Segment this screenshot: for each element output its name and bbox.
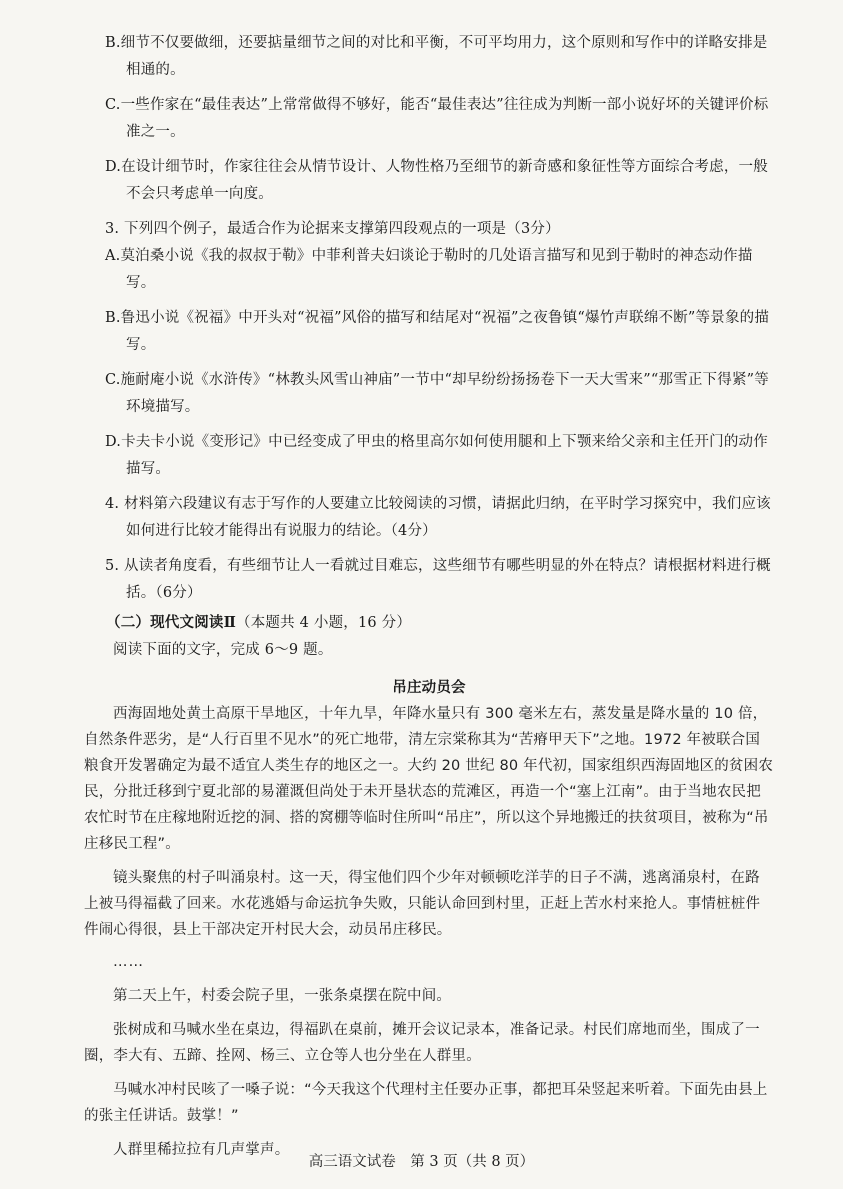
option-c <box>84 92 774 146</box>
q3-option-c <box>84 367 774 421</box>
article-title: 吊庄动员会 <box>392 679 466 696</box>
option-text: 施耐庵小说《水浒传》“林教头风雪山神庙”一节中“却早纷纷扬扬卷下一天大雪来”“那雪正下得紧”等环境描写。 <box>120 372 769 415</box>
article-paragraph: 镜头聚焦的村子叫涌泉村。这一天，得宝他们四个少年对顿顿吃洋芋的日子不满，逃离涌泉村，在路上被马得福截了回来。水花逃婚与命运抗争失败，只能认命回到村里，正赶上苦水村来抢人。事情桩桩件件闹心得很，县上干部决定开村民大会，动员吊庄移民。 <box>84 870 761 938</box>
option-text: 卡夫卡小说《变形记》中已经变成了甲虫的格里高尔如何使用腿和上下颚来给父亲和主任开门的动作描写。 <box>121 434 768 477</box>
section-title: （二）现代文阅读Ⅱ <box>106 614 237 631</box>
question-5: 5. 从读者角度看，有些细节让人一看就过目难忘，这些细节有哪些明显的外在特点？请根据材料进行概括。（6分） <box>105 558 771 601</box>
article-ellipsis: …… <box>113 954 144 970</box>
article-paragraph: 第二天上午，村委会院子里，一张条桌摆在院中间。 <box>113 988 452 1004</box>
option-b <box>84 30 774 84</box>
option-text: 鲁迅小说《祝福》中开头对“祝福”风俗的描写和结尾对“祝福”之夜鲁镇“爆竹声联绵不断”等景象的描写。 <box>120 310 770 353</box>
question-4: 4. 材料第六段建议有志于写作的人要建立比较阅读的习惯，请据此归纳，在平时学习探究中，我们应该如何进行比较才能得出有说服力的结论。（4分） <box>105 496 771 539</box>
q3-option-d <box>84 429 774 483</box>
section-meta: （本题共 4 小题，16 分） <box>236 615 412 631</box>
article-paragraph: 人群里稀拉拉有几声掌声。 <box>113 1142 290 1158</box>
article-body <box>84 701 774 1163</box>
option-label: D. <box>105 159 122 175</box>
article-paragraph: 张树成和马喊水坐在桌边，得福趴在桌前，摊开会议记录本，准备记录。村民们席地而坐，围成了一圈，李大有、五蹄、拴网、杨三、立仓等人也分坐在人群里。 <box>84 1022 760 1064</box>
page-footer: 高三语文试卷 第 3 页（共 8 页） <box>308 1154 535 1170</box>
article-paragraph: 西海固地处黄土高原干旱地区，十年九旱，年降水量只有 300 毫米左右，蒸发量是降水量的 10 倍，自然条件恶劣，是“人行百里不见水”的死亡地带，清左宗棠称其为“苦瘠甲天下”之地。1972 年被联合国粮食开发署确定为最不适宜人类生存的地区之一。大约 20 世纪 80 年代初，国家组织西海固地区的贫困农民，分批迁移到宁夏北部的易灌溉但尚处于未开垦状态的荒滩区，再造一个“塞上江南”。由于当地农民把农忙时节在庄稼地附近挖的洞、搭的窝棚等临时住所叫“吊庄”，所以这个异地搬迁的扶贫项目，被称为“吊庄移民工程”。 <box>84 706 774 852</box>
option-text: 一些作家在“最佳表达”上常常做得不够好，能否“最佳表达”往往成为判断一部小说好坏的关键评价标准之一。 <box>120 97 769 140</box>
section-instruction: 阅读下面的文字，完成 6～9 题。 <box>113 642 333 658</box>
option-text: 在设计细节时，作家往往会从情节设计、人物性格乃至细节的新奇感和象征性等方面综合考虑，一般不会只考虑单一向度。 <box>121 159 768 202</box>
q3-option-a <box>84 243 774 297</box>
option-label: A. <box>105 248 121 264</box>
option-d <box>84 154 774 208</box>
section-heading <box>84 609 774 637</box>
exam-page <box>84 30 774 1163</box>
option-label: C. <box>105 97 121 113</box>
option-text: 细节不仅要做细，还要掂量细节之间的对比和平衡，不可平均用力，这个原则和写作中的详略安排是相通的。 <box>120 35 768 78</box>
option-label: D. <box>105 434 122 450</box>
option-label: C. <box>105 372 121 388</box>
article-paragraph: 马喊水冲村民咳了一嗓子说：“今天我这个代理村主任要办正事，都把耳朵竖起来听着。下面先由县上的张主任讲话。鼓掌！” <box>84 1082 768 1124</box>
top-options <box>84 30 774 208</box>
option-text: 莫泊桑小说《我的叔叔于勒》中菲利普夫妇谈论于勒时的几处语言描写和见到于勒时的神态动作描写。 <box>120 248 753 291</box>
question-3: 3. 下列四个例子，最适合作为论据来支撑第四段观点的一项是（3分） <box>105 221 560 237</box>
q3-option-b <box>84 305 774 359</box>
option-label: B. <box>105 310 121 326</box>
option-label: B. <box>105 35 121 51</box>
